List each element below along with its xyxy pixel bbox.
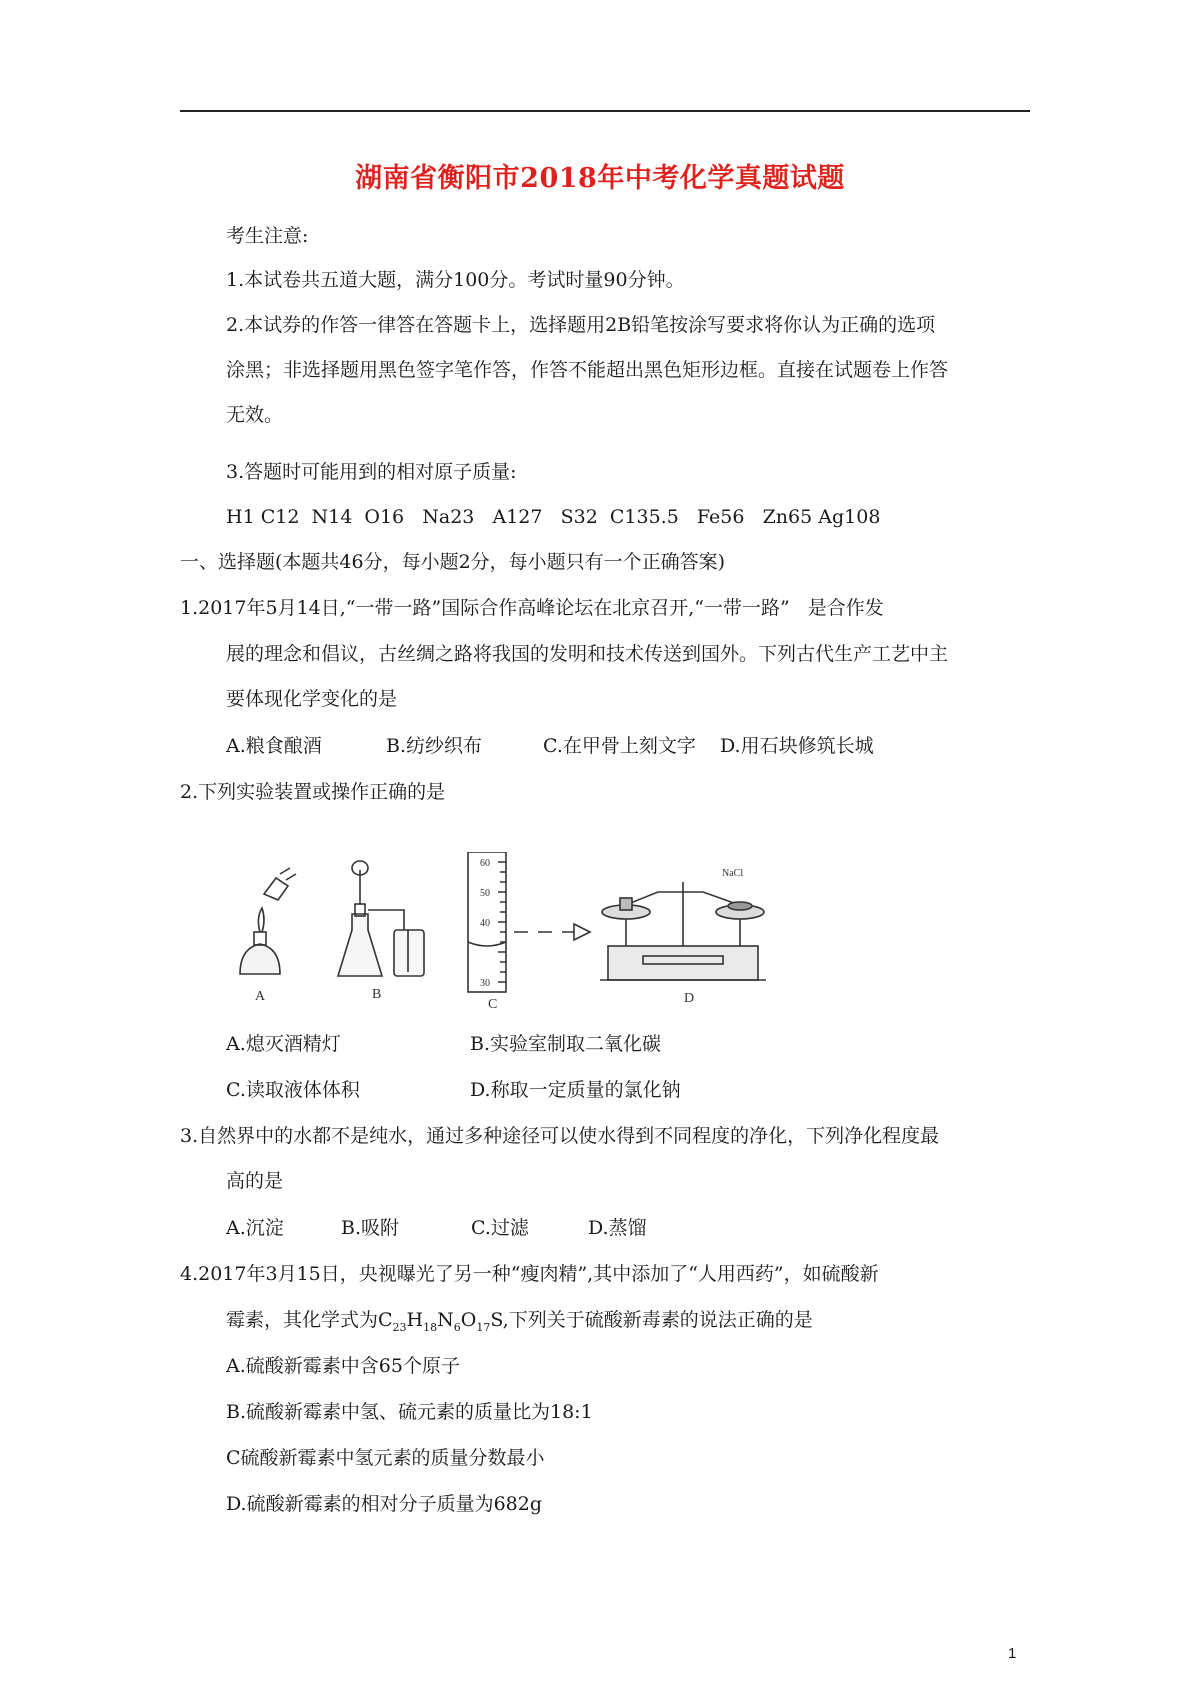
- q3-option-b: B.吸附: [341, 1217, 400, 1239]
- q4-option-c: C硫酸新霉素中氢元素的质量分数最小: [226, 1447, 545, 1469]
- page-number: 1: [1008, 1645, 1017, 1662]
- formula-sub-c: 23: [392, 1320, 407, 1334]
- formula-h: H: [406, 1309, 424, 1331]
- q4-line-2-post: S,下列关于硫酸新毒素的说法正确的是: [490, 1309, 813, 1331]
- gas-generator-figure: [338, 861, 424, 976]
- formula-sub-o: 17: [476, 1320, 491, 1334]
- notice-heading: 考生注意:: [226, 225, 309, 247]
- notice-item-2-line-2: 涂黑；非选择题用黑色签字笔作答，作答不能超出黑色矩形边框。直接在试题卷上作答: [226, 359, 949, 381]
- cylinder-tick-30: 30: [480, 978, 490, 989]
- q1-option-d: D.用石块修筑长城: [720, 735, 874, 757]
- section-1-heading: 一、选择题(本题共46分，每小题2分，每小题只有一个正确答案): [180, 551, 726, 573]
- q2-option-b: B.实验室制取二氧化碳: [470, 1033, 662, 1055]
- nacl-label: NaCl: [722, 868, 744, 879]
- atomic-masses: H1 C12 N14 O16 Na23 A127 S32 C135.5 Fe56 Zn65 Ag108: [226, 506, 881, 528]
- q1-line-3: 要体现化学变化的是: [226, 688, 398, 710]
- q1-line-2: 展的理念和倡议，古丝绸之路将我国的发明和技术传送到国外。下列古代生产工艺中主: [226, 643, 949, 665]
- cylinder-tick-60: 60: [480, 858, 490, 869]
- formula-o: O: [460, 1309, 477, 1331]
- notice-item-2-line-3: 无效。: [226, 404, 284, 426]
- q4-line-1: 4.2017年3月15日，央视曝光了另一种“瘦肉精”,其中添加了“人用西药”，如硫酸新: [180, 1263, 879, 1285]
- q2-option-d: D.称取一定质量的氯化钠: [470, 1079, 681, 1101]
- q4-line-2-pre: 霉素，其化学式为C: [226, 1309, 393, 1331]
- q3-option-d: D.蒸馏: [588, 1217, 647, 1239]
- q1-option-c: C.在甲骨上刻文字: [543, 735, 696, 757]
- top-rule: [180, 110, 1030, 112]
- q3-option-a: A.沉淀: [226, 1217, 284, 1239]
- figure-label-b: B: [372, 987, 382, 1002]
- cylinder-tick-40: 40: [480, 918, 490, 929]
- figure-label-c: C: [488, 997, 498, 1012]
- q2-stem: 2.下列实验装置或操作正确的是: [180, 781, 446, 803]
- q1-option-a: A.粮食酿酒: [226, 735, 322, 757]
- q3-option-c: C.过滤: [471, 1217, 529, 1239]
- alcohol-lamp-figure: [240, 868, 296, 974]
- q4-option-b: B.硫酸新霉素中氢、硫元素的质量比为18:1: [226, 1401, 593, 1423]
- notice-item-1: 1.本试卷共五道大题，满分100分。考试时量90分钟。: [226, 269, 685, 291]
- formula-sub-h: 18: [423, 1320, 438, 1334]
- q3-line-1: 3.自然界中的水都不是纯水，通过多种途径可以使水得到不同程度的净化，下列净化程度最: [180, 1125, 940, 1147]
- q1-line-1: 1.2017年5月14日,“一带一路”国际合作高峰论坛在北京召开,“一带一路” 是合作发: [180, 597, 884, 619]
- q4-option-a: A.硫酸新霉素中含65个原子: [226, 1355, 460, 1377]
- q2-option-a: A.熄灭酒精灯: [226, 1033, 341, 1055]
- q1-option-b: B.纺纱织布: [386, 735, 483, 757]
- q2-option-c: C.读取液体体积: [226, 1079, 360, 1101]
- q4-line-2: [226, 1308, 813, 1340]
- formula-sub-n: 6: [453, 1320, 461, 1334]
- cylinder-tick-50: 50: [480, 888, 490, 899]
- notice-item-2-line-1: 2.本试券的作答一律答在答题卡上，选择题用2B铅笔按涂写要求将你认为正确的选项: [226, 314, 936, 336]
- q3-line-2: 高的是: [226, 1170, 284, 1192]
- q4-option-d: D.硫酸新霉素的相对分子质量为682g: [226, 1493, 543, 1515]
- q2-apparatus-figure: [228, 852, 808, 1012]
- figure-label-d: D: [684, 991, 695, 1006]
- formula-n: N: [437, 1309, 454, 1331]
- figure-label-a: A: [255, 989, 266, 1004]
- balance-figure: [600, 882, 766, 980]
- notice-item-3: 3.答题时可能用到的相对原子质量:: [226, 461, 517, 483]
- page-title: 湖南省衡阳市2018年中考化学真题试题: [355, 163, 845, 194]
